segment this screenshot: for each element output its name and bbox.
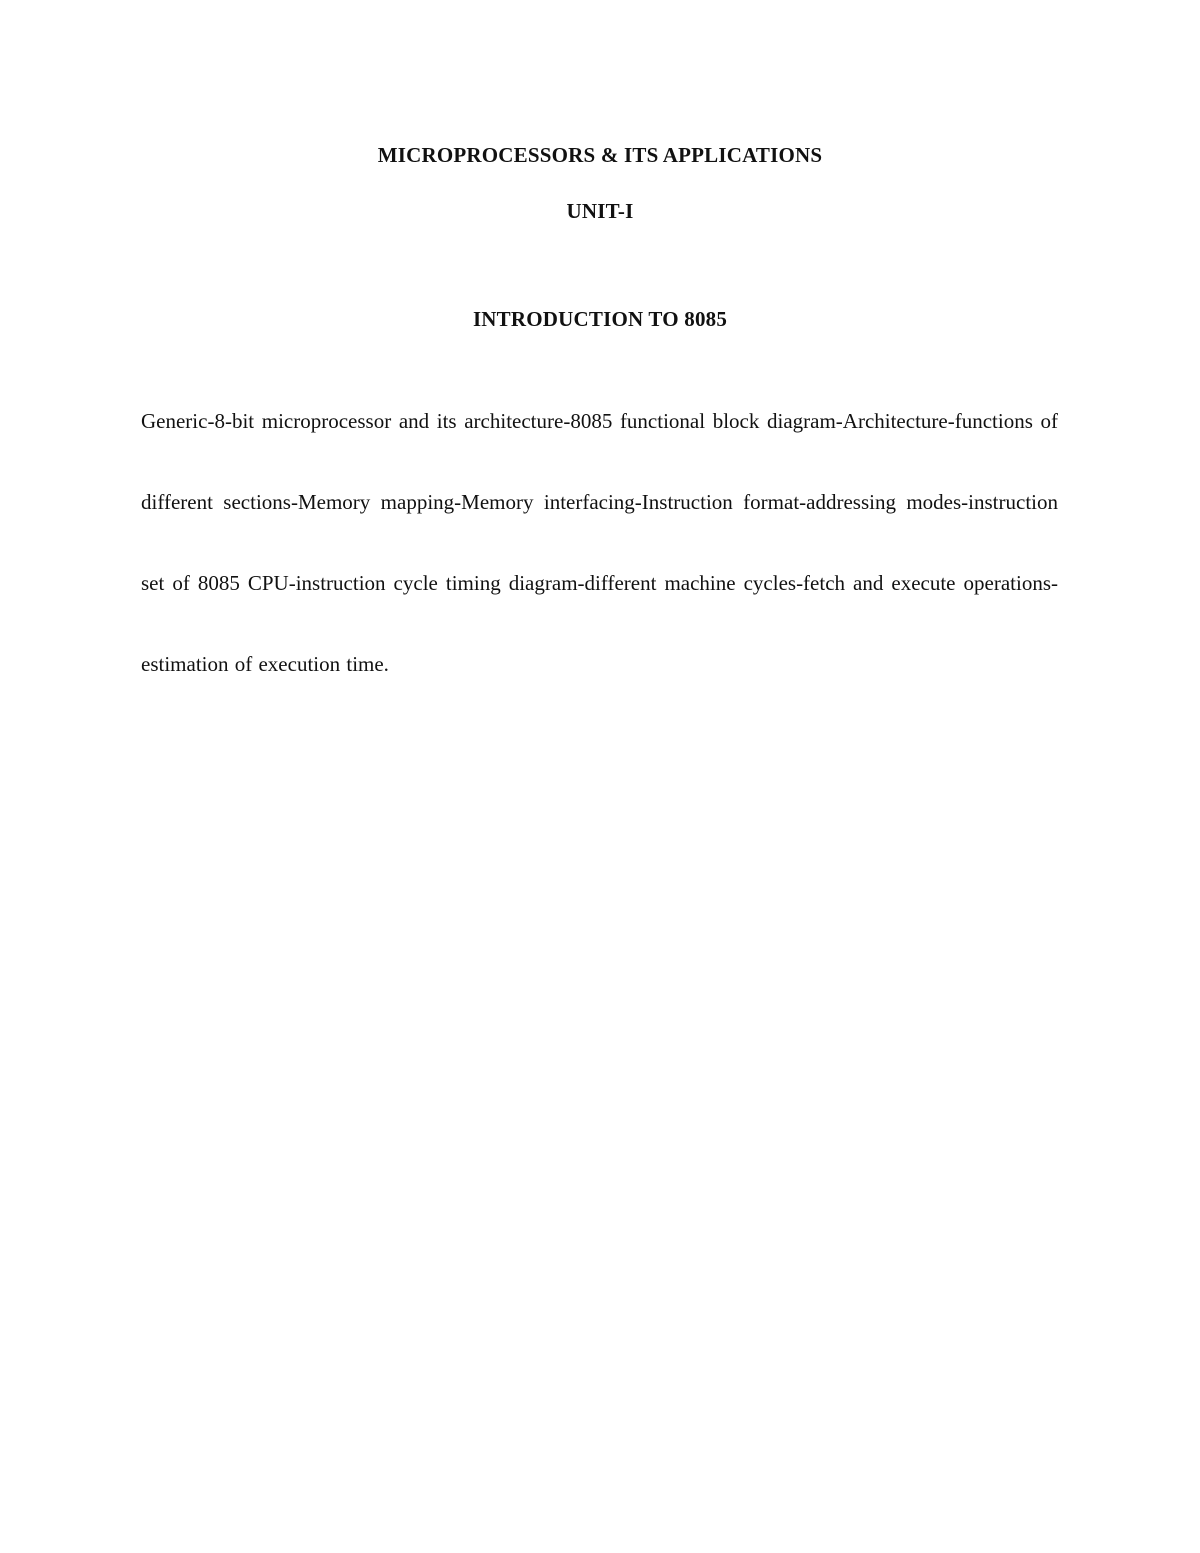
unit-heading: UNIT-I [566, 199, 634, 223]
syllabus-paragraph: Generic-8-bit microprocessor and its architecture-8085 functional block diagram-Architecture-functions of different sections-Memory mapping-Memory interfacing-Instruction format-addressing modes-instruction set of 8085 CPU-instruction cycle timing diagram-different machine cycles-fetch and execute operations-estimation of execution time. [141, 409, 1058, 676]
document-title: MICROPROCESSORS & ITS APPLICATIONS [377, 143, 823, 167]
section-heading: INTRODUCTION TO 8085 [472, 307, 728, 331]
